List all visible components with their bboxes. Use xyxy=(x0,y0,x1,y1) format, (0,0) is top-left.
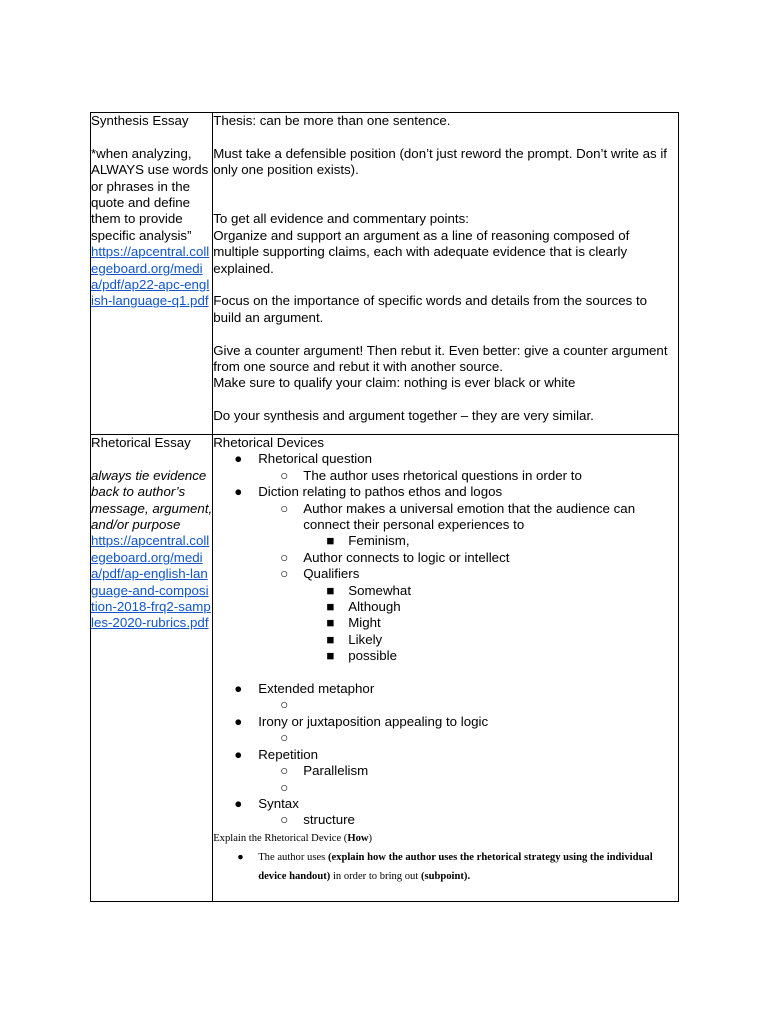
rhetorical-content-cell xyxy=(213,435,679,902)
table-row xyxy=(91,435,679,902)
table-row xyxy=(91,113,679,435)
list-item: ○ Author makes a universal emotion that the audience can connect their personal experiences to xyxy=(280,500,636,533)
square-bullet-icon: ■ xyxy=(326,533,335,549)
bullet-icon: ● xyxy=(237,851,244,863)
bullet-icon: ● xyxy=(234,681,243,697)
list-item: ● Rhetorical question xyxy=(234,451,373,467)
circle-bullet-icon: ○ xyxy=(280,467,289,483)
paragraph: To get all evidence and commentary points: xyxy=(213,211,469,227)
list-item: ○ Author connects to logic or intellect xyxy=(280,549,510,565)
list-item: ■ Although xyxy=(326,599,401,615)
list-item xyxy=(213,780,678,796)
square-bullet-icon: ■ xyxy=(326,631,335,647)
devices-list xyxy=(213,451,678,828)
circle-bullet-icon: ○ xyxy=(280,500,289,516)
synthesis-label-cell xyxy=(91,113,213,435)
paragraph: Give a counter argument! Then rebut it. Even better: give a counter argument from one source and rebut it with another source. xyxy=(213,342,668,375)
list-item: ■ possible xyxy=(326,648,397,664)
rhetorical-label-cell xyxy=(91,435,213,902)
list-item: ○ structure xyxy=(280,812,355,828)
bullet-icon: ● xyxy=(234,746,243,762)
list-item: ● Repetition xyxy=(234,746,319,762)
paragraph: Focus on the importance of specific words and details from the sources to build an argument. xyxy=(213,293,648,325)
circle-bullet-icon: ○ xyxy=(280,730,289,746)
synthesis-sample-link[interactable]: https://apcentral.collegeboard.org/media/pdf/ap22-apc-english-language-q1.pdf xyxy=(91,244,210,309)
list-item: ■ Likely xyxy=(326,631,383,647)
list-item xyxy=(213,697,678,713)
circle-bullet-icon: ○ xyxy=(280,763,289,779)
rhetorical-title: Rhetorical Essay xyxy=(91,435,191,450)
paragraph: Do your synthesis and argument together – they are very similar. xyxy=(213,408,594,424)
list-item xyxy=(213,730,678,746)
rhetorical-devices-heading: Rhetorical Devices xyxy=(213,435,325,450)
rhetorical-sample-link[interactable]: https://apcentral.collegeboard.org/media/pdf/ap-english-language-and-composition-2018-frq2-samples-2020-rubrics.pdf xyxy=(91,533,211,631)
list-item: ■ Might xyxy=(326,615,381,631)
rhetorical-note: always tie evidence back to author’s message, argument, and/or purpose xyxy=(91,467,213,533)
square-bullet-icon: ■ xyxy=(326,582,335,598)
circle-bullet-icon: ○ xyxy=(280,549,289,565)
square-bullet-icon: ■ xyxy=(326,648,335,664)
list-item: ● Irony or juxtaposition appealing to logic xyxy=(234,713,489,729)
synthesis-content-cell xyxy=(213,113,679,435)
list-item: ● Diction relating to pathos ethos and logos xyxy=(234,484,503,500)
synthesis-note: *when analyzing, ALWAYS use words or phrases in the quote and define them to provide specific analysis” xyxy=(91,145,209,243)
paragraph: Make sure to qualify your claim: nothing is ever black or white xyxy=(213,375,576,391)
bullet-icon: ● xyxy=(234,795,243,811)
circle-bullet-icon: ○ xyxy=(280,812,289,828)
notes-table xyxy=(90,112,679,902)
bullet-icon: ● xyxy=(234,451,243,467)
paragraph: Organize and support an argument as a line of reasoning composed of multiple supporting claims, each with adequate evidence that is clearly explained. xyxy=(213,227,630,276)
synthesis-title: Synthesis Essay xyxy=(91,113,189,128)
list-spacer xyxy=(213,665,678,681)
circle-bullet-icon: ○ xyxy=(280,566,289,582)
bullet-icon: ● xyxy=(234,484,243,500)
bullet-icon: ● xyxy=(234,713,243,729)
list-item: ● Extended metaphor xyxy=(234,681,375,697)
circle-bullet-icon: ○ xyxy=(280,779,289,795)
circle-bullet-icon: ○ xyxy=(280,697,289,713)
list-item: ○ The author uses rhetorical questions in order to xyxy=(280,467,582,483)
explain-item: ● The author uses (explain how the author uses the rhetorical strategy using the individual device handout) in order to bring out (subpoint). xyxy=(213,848,678,886)
list-item: ○ Parallelism xyxy=(280,763,369,779)
list-item: ● Syntax xyxy=(234,795,299,811)
list-item: ■ Feminism, xyxy=(326,533,410,549)
list-item: ■ Somewhat xyxy=(326,582,412,598)
paragraph: Thesis: can be more than one sentence. xyxy=(213,113,451,128)
explain-heading: Explain the Rhetorical Device (How) xyxy=(213,832,373,844)
square-bullet-icon: ■ xyxy=(326,615,335,631)
list-item: ○ Qualifiers xyxy=(280,566,360,582)
square-bullet-icon: ■ xyxy=(326,599,335,615)
paragraph: Must take a defensible position (don’t just reword the prompt. Don’t write as if only one position exists). xyxy=(213,145,667,178)
